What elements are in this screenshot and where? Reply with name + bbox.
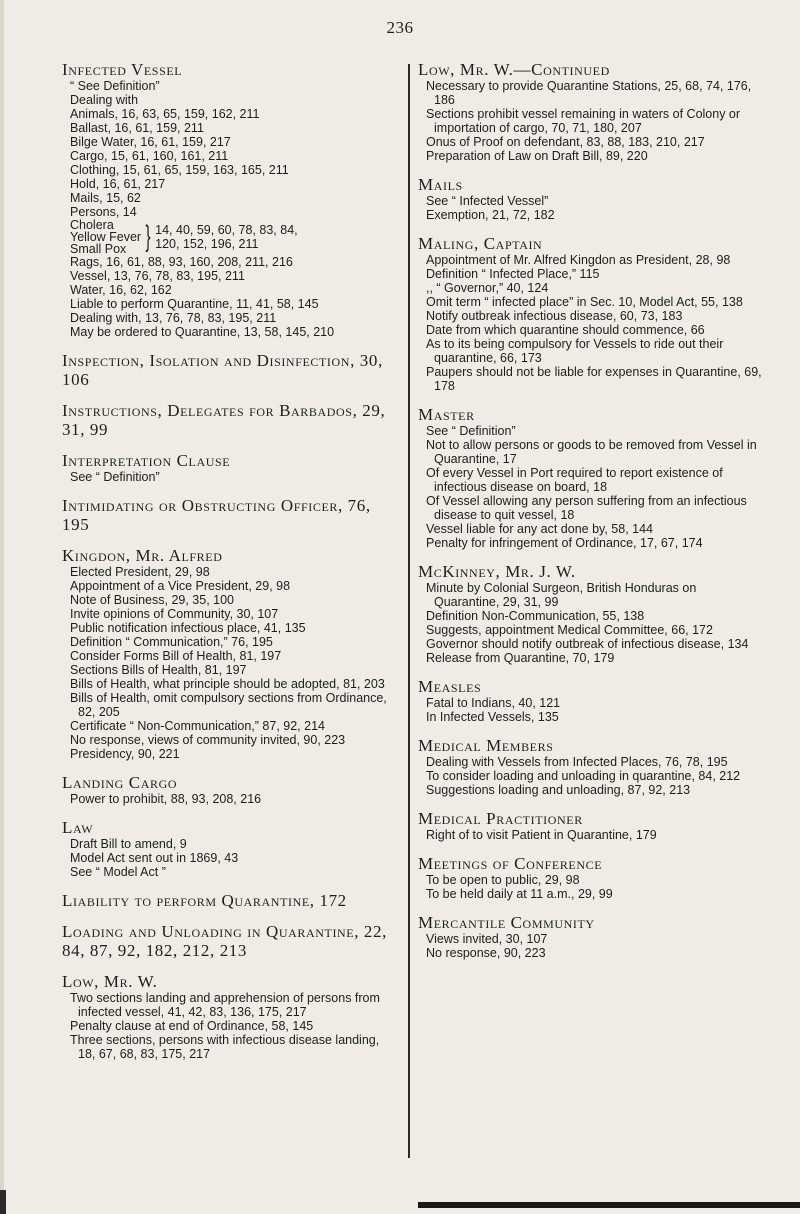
index-subentry: ,, “ Governor,” 40, 124 <box>426 281 549 295</box>
index-entry <box>62 972 398 1061</box>
index-heading: Landing Cargo <box>62 773 178 792</box>
index-entry <box>62 818 398 879</box>
index-subentry: Note of Business, 29, 35, 100 <box>70 593 234 607</box>
index-heading: Measles <box>418 677 482 696</box>
index-heading: Medical Practitioner <box>418 809 583 828</box>
index-subentry: Three sections, persons with infectious disease landing, 18, 67, 68, 83, 175, 217 <box>70 1033 380 1061</box>
index-subentry: Definition “ Communication,” 76, 195 <box>70 635 273 649</box>
index-entry <box>62 60 398 339</box>
index-subentry: Penalty clause at end of Ordinance, 58, 145 <box>70 1019 314 1033</box>
index-subentry: Clothing, 15, 61, 65, 159, 163, 165, 211 <box>70 163 289 177</box>
index-subentry: Bills of Health, what principle should be adopted, 81, 203 <box>70 677 385 691</box>
index-subentry: Mails, 15, 62 <box>70 191 141 205</box>
index-subentry: Sections prohibit vessel remaining in waters of Colony or importation of cargo, 70, 71, 180, 207 <box>426 107 741 135</box>
index-subentry: Draft Bill to amend, 9 <box>70 837 187 851</box>
index-entry <box>418 677 764 724</box>
index-heading: Meetings of Conference <box>418 854 603 873</box>
page-number: 236 <box>386 18 414 37</box>
index-entry <box>418 809 764 842</box>
index-subentry: Appointment of a Vice President, 29, 98 <box>70 579 291 593</box>
index-subentry: Right of to visit Patient in Quarantine, 179 <box>426 828 657 842</box>
bracket-refs <box>155 223 297 251</box>
index-heading: Kingdon, Mr. Alfred <box>62 546 223 565</box>
index-column-right <box>418 60 764 972</box>
index-heading: Low, Mr. W.—Continued <box>418 60 610 79</box>
index-subentry: Dealing with Vessels from Infected Places, 76, 78, 195 <box>426 755 728 769</box>
index-heading: Maling, Captain <box>418 234 543 253</box>
index-entry <box>62 546 398 761</box>
index-subentry: May be ordered to Quarantine, 13, 58, 145, 210 <box>70 325 335 339</box>
index-entry <box>418 234 764 393</box>
index-subentry: Dealing with, 13, 76, 78, 83, 195, 211 <box>70 311 277 325</box>
index-subentry: Of every Vessel in Port required to report existence of infectious disease on board, 18 <box>426 466 723 494</box>
binding-mark <box>0 1190 6 1214</box>
index-subentry: Minute by Colonial Surgeon, British Honduras on Quarantine, 29, 31, 99 <box>426 581 697 609</box>
index-subentry: Notify outbreak infectious disease, 60, 73, 183 <box>426 309 683 323</box>
bracket-name: Cholera <box>70 218 114 232</box>
index-subentry: See “ Definition” <box>426 424 516 438</box>
index-subentry: Rags, 16, 61, 88, 93, 160, 208, 211, 216 <box>70 255 293 269</box>
index-subentry: Of Vessel allowing any person suffering from an infectious disease to quit vessel, 18 <box>426 494 747 522</box>
index-subentry: Exemption, 21, 72, 182 <box>426 208 555 222</box>
index-heading: Loading and Unloading in Quarantine, 22, 84, 87, 92, 182, 212, 213 <box>62 922 387 960</box>
index-subentry: Persons, 14 <box>70 205 137 219</box>
index-subentry: Necessary to provide Quarantine Stations, 25, 68, 74, 176, 186 <box>426 79 752 107</box>
index-subentry: Ballast, 16, 61, 159, 211 <box>70 121 204 135</box>
index-subentry: In Infected Vessels, 135 <box>426 710 559 724</box>
index-subentry: Liable to perform Quarantine, 11, 41, 58, 145 <box>70 297 319 311</box>
index-heading: Liability to perform Quarantine, 172 <box>62 891 347 910</box>
index-subentry: Paupers should not be liable for expenses in Quarantine, 69, 178 <box>426 365 762 393</box>
bottom-rule <box>418 1202 800 1208</box>
index-entry <box>418 736 764 797</box>
index-subentry: Vessel liable for any act done by, 58, 144 <box>426 522 654 536</box>
index-subentry: “ See Definition” <box>70 79 160 93</box>
index-entry <box>418 405 764 550</box>
index-subentry: Hold, 16, 61, 217 <box>70 177 166 191</box>
index-heading: Instructions, Delegates for Barbados, 29, 31, 99 <box>62 401 386 439</box>
index-subentry: Suggestions loading and unloading, 87, 92, 213 <box>426 783 691 797</box>
index-entry <box>418 913 764 960</box>
index-heading: Inspection, Isolation and Disinfection, 30, 106 <box>62 351 383 389</box>
index-subentry: Power to prohibit, 88, 93, 208, 216 <box>70 792 262 806</box>
bracket-name: Yellow Fever <box>70 230 142 244</box>
index-subentry: Two sections landing and apprehension of persons from infected vessel, 41, 42, 83, 136, 175, 217 <box>70 991 380 1019</box>
index-subentry: Preparation of Law on Draft Bill, 89, 220 <box>426 149 648 163</box>
index-entry <box>62 773 398 806</box>
index-subentry: Cargo, 15, 61, 160, 161, 211 <box>70 149 229 163</box>
index-heading: Intimidating or Obstructing Officer, 76, 195 <box>62 496 371 534</box>
index-subentry: Consider Forms Bill of Health, 81, 197 <box>70 649 282 663</box>
index-subentry: Suggests, appointment Medical Committee, 66, 172 <box>426 623 713 637</box>
index-subentry: Appointment of Mr. Alfred Kingdon as President, 28, 98 <box>426 253 731 267</box>
bracket-names <box>70 219 141 255</box>
index-subentry: To be held daily at 11 a.m., 29, 99 <box>426 887 613 901</box>
index-subentry: Bilge Water, 16, 61, 159, 217 <box>70 135 231 149</box>
index-heading: Low, Mr. W. <box>62 972 158 991</box>
index-subentry: Views invited, 30, 107 <box>426 932 548 946</box>
index-heading: Law <box>62 818 94 837</box>
index-heading: Infected Vessel <box>62 60 183 79</box>
index-subentry: Date from which quarantine should commence, 66 <box>426 323 705 337</box>
index-subentry: No response, views of community invited, 90, 223 <box>70 733 346 747</box>
index-entry <box>62 891 398 910</box>
index-subentry: Dealing with <box>70 93 139 107</box>
index-subentry: To consider loading and unloading in quarantine, 84, 212 <box>426 769 741 783</box>
index-subentry: Model Act sent out in 1869, 43 <box>70 851 239 865</box>
index-heading: Mercantile Community <box>418 913 595 932</box>
index-entry <box>418 562 764 665</box>
index-subentry: Vessel, 13, 76, 78, 83, 195, 211 <box>70 269 245 283</box>
index-heading: McKinney, Mr. J. W. <box>418 562 576 581</box>
index-entry <box>62 922 398 960</box>
index-subentry: Public notification infectious place, 41, 135 <box>70 621 306 635</box>
index-subentry: Bills of Health, omit compulsory sections from Ordinance, 82, 205 <box>70 691 387 719</box>
index-subentry: Invite opinions of Community, 30, 107 <box>70 607 279 621</box>
index-entry <box>62 496 398 534</box>
index-subentry: To be open to public, 29, 98 <box>426 873 580 887</box>
index-subentry: Definition Non-Communication, 55, 138 <box>426 609 645 623</box>
index-subentry: See “ Model Act ” <box>70 865 166 879</box>
page-edge <box>0 0 4 1214</box>
index-heading: Master <box>418 405 475 424</box>
index-subentry: Elected President, 29, 98 <box>70 565 210 579</box>
index-column-left <box>62 60 398 1073</box>
index-subentry: See “ Infected Vessel” <box>426 194 549 208</box>
index-subentry: Penalty for infringement of Ordinance, 17, 67, 174 <box>426 536 703 550</box>
index-entry <box>418 175 764 222</box>
index-subentry: See “ Definition” <box>70 470 160 484</box>
index-subentry: Water, 16, 62, 162 <box>70 283 172 297</box>
index-subentry: Animals, 16, 63, 65, 159, 162, 211 <box>70 107 260 121</box>
index-entry <box>62 351 398 389</box>
index-heading: Medical Members <box>418 736 554 755</box>
bracket-ref: 120, 152, 196, 211 <box>155 237 259 251</box>
bracket-group <box>62 219 398 255</box>
index-subentry: Omit term “ infected place” in Sec. 10, Model Act, 55, 138 <box>426 295 743 309</box>
index-subentry: Sections Bills of Health, 81, 197 <box>70 663 247 677</box>
index-subentry: No response, 90, 223 <box>426 946 546 960</box>
index-entry <box>418 854 764 901</box>
bracket-ref: 14, 40, 59, 60, 78, 83, 84, <box>155 223 298 237</box>
bracket-name: Small Pox <box>70 242 127 256</box>
index-heading: Interpretation Clause <box>62 451 231 470</box>
index-subentry: As to its being compulsory for Vessels to ride out their quarantine, 66, 173 <box>426 337 724 365</box>
index-subentry: Definition “ Infected Place,” 115 <box>426 267 600 281</box>
column-divider <box>408 64 410 1158</box>
brace-symbol: } <box>145 220 151 253</box>
index-subentry: Fatal to Indians, 40, 121 <box>426 696 561 710</box>
index-subentry: Onus of Proof on defendant, 83, 88, 183, 210, 217 <box>426 135 705 149</box>
index-heading: Mails <box>418 175 463 194</box>
index-entry <box>418 60 764 163</box>
index-subentry: Not to allow persons or goods to be removed from Vessel in Quarantine, 17 <box>426 438 757 466</box>
index-subentry: Release from Quarantine, 70, 179 <box>426 651 615 665</box>
index-entry <box>62 401 398 439</box>
index-subentry: Presidency, 90, 221 <box>70 747 180 761</box>
index-subentry: Governor should notify outbreak of infectious disease, 134 <box>426 637 749 651</box>
index-entry <box>62 451 398 484</box>
index-subentry: Certificate “ Non-Communication,” 87, 92, 214 <box>70 719 325 733</box>
